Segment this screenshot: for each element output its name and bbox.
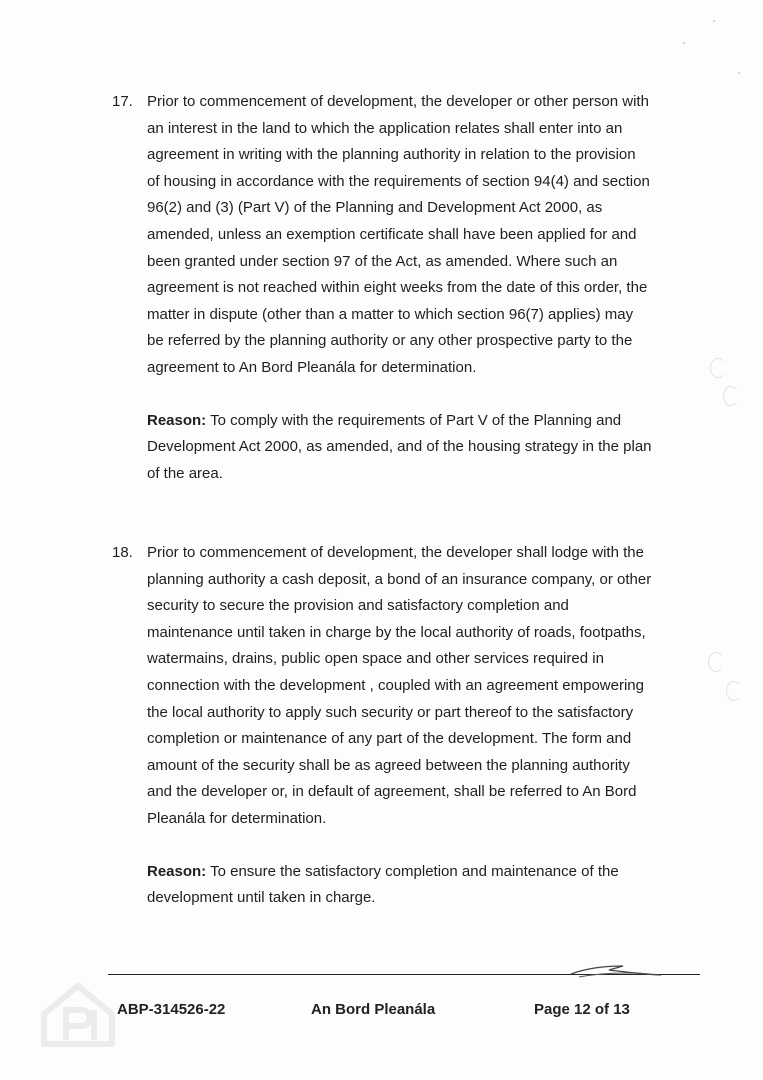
punch-hole-mark xyxy=(710,358,726,378)
punch-hole-mark xyxy=(726,681,742,701)
condition-text: Prior to commencement of development, the developer shall lodge with the planning authority a cash deposit, a bond of an insurance company, or other security to secure the provision and satisfactory completion and maintenance until taken in charge by the local authority of roads, footpaths, watermains, drains, public open space and other services required in connection with the development , coupled with an agreement empowering the local authority to apply such security or part thereof to the satisfactory completion or maintenance of any part of the development. The form and amount of the security shall be as agreed between the planning authority and the developer or, in default of agreement, shall be referred to An Bord Pleanála for determination. xyxy=(147,544,652,827)
condition-text: Prior to commencement of development, the developer or other person with an interest in the land to which the application relates shall enter into an agreement in writing with the planning authority in relation to the provision of housing in accordance with the requirements of section 94(4) and section 96(2) and (3) (Part V) of the Planning and Development Act 2000, as amended, unless an exemption certificate shall have been applied for and been granted under section 97 of the Act, as amended. Where such an agreement is not reached within eight weeks from the date of this order, the matter in dispute (other than a matter to which section 96(7) applies) may be referred by the planning authority or any other prospective party to the agreement to An Bord Pleanála for determination. xyxy=(147,93,650,376)
reason-label: Reason: xyxy=(147,411,207,429)
condition-reason xyxy=(147,408,652,488)
watermark-house-logo-icon xyxy=(38,980,118,1050)
reason-text: To ensure the satisfactory completion and maintenance of the development until taken in charge. xyxy=(147,862,619,907)
punch-hole-mark xyxy=(723,386,739,406)
condition-body xyxy=(147,540,652,912)
condition-body xyxy=(147,89,652,487)
footer-page-number: Page 12 of 13 xyxy=(534,1001,630,1018)
condition-number: 18. xyxy=(112,544,133,561)
footer-organisation: An Bord Pleanála xyxy=(311,1001,436,1018)
punch-hole-mark xyxy=(708,652,724,672)
scan-speck xyxy=(738,72,740,74)
initials-signature-icon xyxy=(565,960,685,984)
reason-label: Reason: xyxy=(147,862,207,880)
condition-number: 17. xyxy=(112,93,133,110)
condition-reason xyxy=(147,859,652,912)
footer-reference: ABP-314526-22 xyxy=(117,1001,226,1018)
scan-speck xyxy=(713,20,715,22)
scan-speck xyxy=(683,42,685,44)
reason-text: To comply with the requirements of Part V of the Planning and Development Act 2000, as amended, and of the housing strategy in the plan of the area. xyxy=(147,411,652,482)
